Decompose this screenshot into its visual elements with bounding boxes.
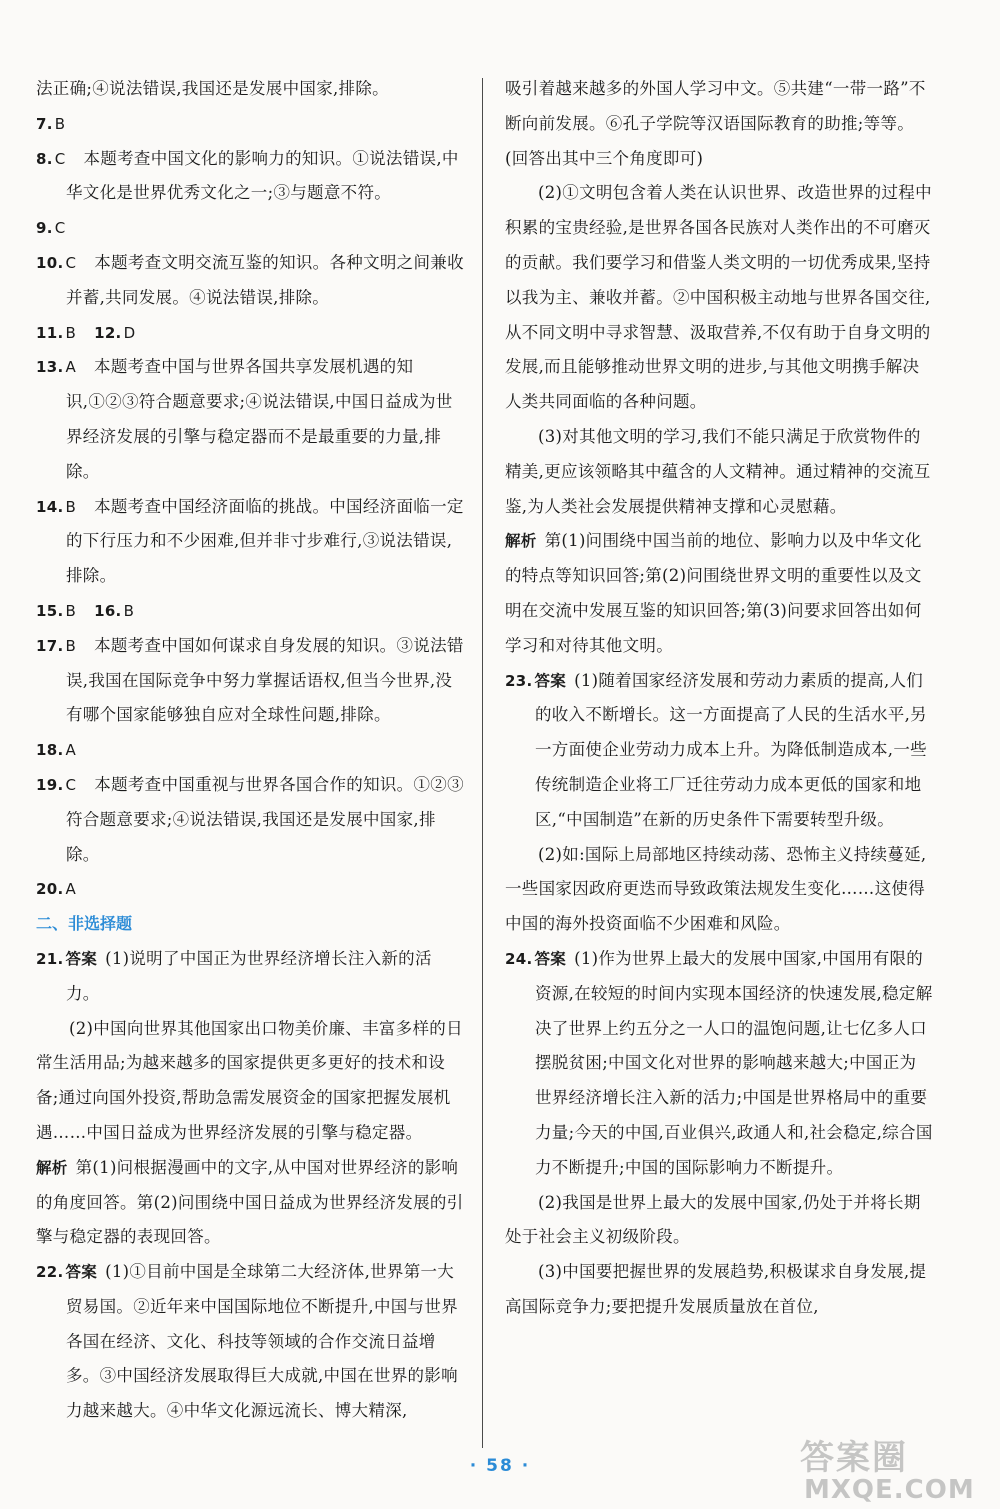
left-column	[36, 72, 464, 1429]
question-item	[36, 872, 464, 907]
answer-block	[505, 524, 933, 663]
answer-paragraph: (3)中国要把握世界的发展趋势,积极谋求自身发展,提高国际竞争力;要把提升发展质量放在首位,	[505, 1262, 927, 1316]
continued-text: 法正确;④说法错误,我国还是发展中国家,排除。	[36, 79, 389, 98]
question-number: 14.	[36, 497, 64, 516]
answer-label: 答案	[534, 949, 567, 968]
explanation-text: 本题考查中国经济面临的挑战。中国经济面临一定的下行压力和不少困难,但并非寸步难行,③说法错误,排除。	[66, 496, 464, 586]
question-item	[36, 733, 464, 768]
watermark-logo	[800, 1440, 996, 1506]
answer-text: (1)随着国家经济发展和劳动力素质的提高,人们的收入不断增长。这一方面提高了人民的生活水平,另一方面使企业劳动力成本上升。为降低制造成本,一些传统制造企业将工厂迁往劳动力成本更低的国家和地区,“中国制造”在新的历史条件下需要转型升级。	[535, 670, 927, 829]
answer-choice: B	[65, 497, 77, 516]
answer-choice: A	[65, 741, 77, 760]
answer-choice: A	[65, 880, 77, 899]
question-item	[36, 629, 464, 733]
answer-choice: B	[54, 114, 66, 133]
question-number: 13.	[36, 358, 64, 377]
answer-label: 答案	[65, 949, 98, 968]
answer-label: 答案	[534, 671, 567, 690]
column-divider	[482, 78, 483, 1448]
answer-choice: C	[65, 775, 77, 794]
question-item	[36, 107, 464, 142]
question-number: 22.	[36, 1263, 64, 1282]
question-item	[36, 594, 464, 629]
answer-text: (1)作为世界上最大的发展中国家,中国用有限的资源,在较短的时间内实现本国经济的快速发展,稳定解决了世界上约五分之一人口的温饱问题,让七亿多人口摆脱贫困;中国文化对世界的影响越来越大;中国正为世界经济增长注入新的活力;中国是世界格局中的重要力量;今天的中国,百业俱兴,政通人和,社会稳定,综合国力不断提升;中国的国际影响力不断提升。	[535, 948, 933, 1177]
answer-label: 解析	[36, 1158, 68, 1177]
question-number: 23.	[505, 671, 533, 690]
answer-block	[36, 1151, 464, 1255]
answer-paragraph: (2)①文明包含着人类在认识世界、改造世界的过程中积累的宝贵经验,是世界各国各民族对人类作出的不可磨灭的贡献。我们要学习和借鉴人类文明的一切优秀成果,坚持以我为主、兼收并蓄。②中国积极主动地与世界各国交往,从不同文明中寻求智慧、汲取营养,不仅有助于自身文明的发展,而且能够推动世界文明的进步,与其他文明携手解决人类共同面临的各种问题。	[505, 183, 932, 412]
page-number: · 58 ·	[469, 1456, 531, 1476]
question-number: 21.	[36, 949, 64, 968]
answer-choice: B	[123, 601, 135, 620]
question-number: 8.	[36, 149, 53, 168]
watermark-logo-domain: MXQE.COM	[804, 1475, 975, 1505]
explanation-text: 本题考查中国与世界各国共享发展机遇的知识,①②③符合题意要求;④说法错误,中国日益成为世界经济发展的引擎与稳定器而不是最重要的力量,排除。	[66, 357, 453, 481]
question-number: 17.	[36, 636, 64, 655]
answer-paragraph: (2)如:国际上局部地区持续动荡、恐怖主义持续蔓延,一些国家因政府更迭而导致政策法规发生变化……这使得中国的海外投资面临不少困难和风险。	[505, 844, 927, 934]
explanation-text: 本题考查中国如何谋求自身发展的知识。③说法错误,我国在国际竞争中努力掌握话语权,但当今世界,没有哪个国家能够独自应对全球性问题,排除。	[66, 635, 464, 725]
answer-block	[36, 1255, 464, 1429]
question-item	[36, 490, 464, 594]
question-number: 12.	[94, 323, 122, 342]
question-number: 10.	[36, 253, 64, 272]
question-item	[36, 246, 464, 316]
answer-block	[505, 664, 933, 838]
question-number: 11.	[36, 323, 64, 342]
question-number: 16.	[94, 601, 122, 620]
question-item	[36, 316, 464, 351]
question-number: 20.	[36, 880, 64, 899]
explanation-text: 本题考查文明交流互鉴的知识。各种文明之间兼收并蓄,共同发展。④说法错误,排除。	[66, 252, 464, 307]
answer-paragraph: (2)我国是世界上最大的发展中国家,仍处于并将长期处于社会主义初级阶段。	[505, 1192, 921, 1247]
question-item	[36, 211, 464, 246]
answer-choice: B	[65, 323, 77, 342]
answer-block	[36, 942, 464, 1012]
explanation-text: 本题考查中国重视与世界各国合作的知识。①②③符合题意要求;④说法错误,我国还是发展中国家,排除。	[66, 774, 464, 864]
answer-label: 答案	[65, 1263, 98, 1282]
question-number: 19.	[36, 775, 64, 794]
question-number: 24.	[505, 949, 533, 968]
right-column	[505, 72, 933, 1325]
question-item	[36, 350, 464, 489]
question-number: 15.	[36, 601, 64, 620]
answer-text: 第(1)问围绕中国当前的地位、影响力以及中华文化的特点等知识回答;第(2)问围绕世界文明的重要性以及文明在交流中发展互鉴的知识回答;第(3)问要求回答出如何学习和对待其他文明。	[505, 531, 922, 655]
answer-label: 解析	[505, 532, 537, 551]
answer-choice: C	[54, 219, 66, 238]
question-item	[36, 142, 464, 212]
answer-choice: B	[65, 601, 77, 620]
watermark-logo-text: 答案圈	[800, 1438, 908, 1478]
answer-choice: A	[65, 358, 77, 377]
answer-choice: D	[123, 323, 136, 342]
explanation-text: 本题考查中国文化的影响力的知识。①说法错误,中华文化是世界优秀文化之一;③与题意不符。	[66, 148, 459, 203]
section-heading: 二、非选择题	[36, 914, 133, 934]
question-number: 9.	[36, 219, 53, 238]
question-item	[36, 768, 464, 872]
answer-paragraph: (2)中国向世界其他国家出口物美价廉、丰富多样的日常生活用品;为越来越多的国家提供更多更好的技术和设备;通过向国外投资,帮助急需发展资金的国家把握发展机遇……中国日益成为世界经济发展的引擎与稳定器。	[36, 1018, 463, 1142]
answer-block	[505, 942, 933, 1186]
answer-text: (1)①目前中国是全球第二大经济体,世界第一大贸易国。②近年来中国国际地位不断提升,中国与世界各国在经济、文化、科技等领域的合作交流日益增多。③中国经济发展取得巨大成就,中国在世界的影响力越来越大。④中华文化源远流长、博大精深,	[66, 1262, 458, 1421]
answer-text: (1)说明了中国正为世界经济增长注入新的活力。	[66, 948, 432, 1003]
question-number: 18.	[36, 741, 64, 760]
question-number: 7.	[36, 114, 53, 133]
answer-choice: C	[54, 149, 66, 168]
answer-text: 第(1)问根据漫画中的文字,从中国对世界经济的影响的角度回答。第(2)问围绕中国日益成为世界经济发展的引擎与稳定器的表现回答。	[36, 1157, 464, 1247]
answer-paragraph: (3)对其他文明的学习,我们不能只满足于欣赏物件的精美,更应该领略其中蕴含的人文精神。通过精神的交流互鉴,为人类社会发展提供精神支撑和心灵慰藉。	[505, 426, 931, 516]
answer-choice: B	[65, 636, 77, 655]
answer-choice: C	[65, 253, 77, 272]
continued-text: 吸引着越来越多的外国人学习中文。⑤共建“一带一路”不断向前发展。⑥孔子学院等汉语国际教育的助推;等等。(回答出其中三个角度即可)	[505, 79, 926, 168]
